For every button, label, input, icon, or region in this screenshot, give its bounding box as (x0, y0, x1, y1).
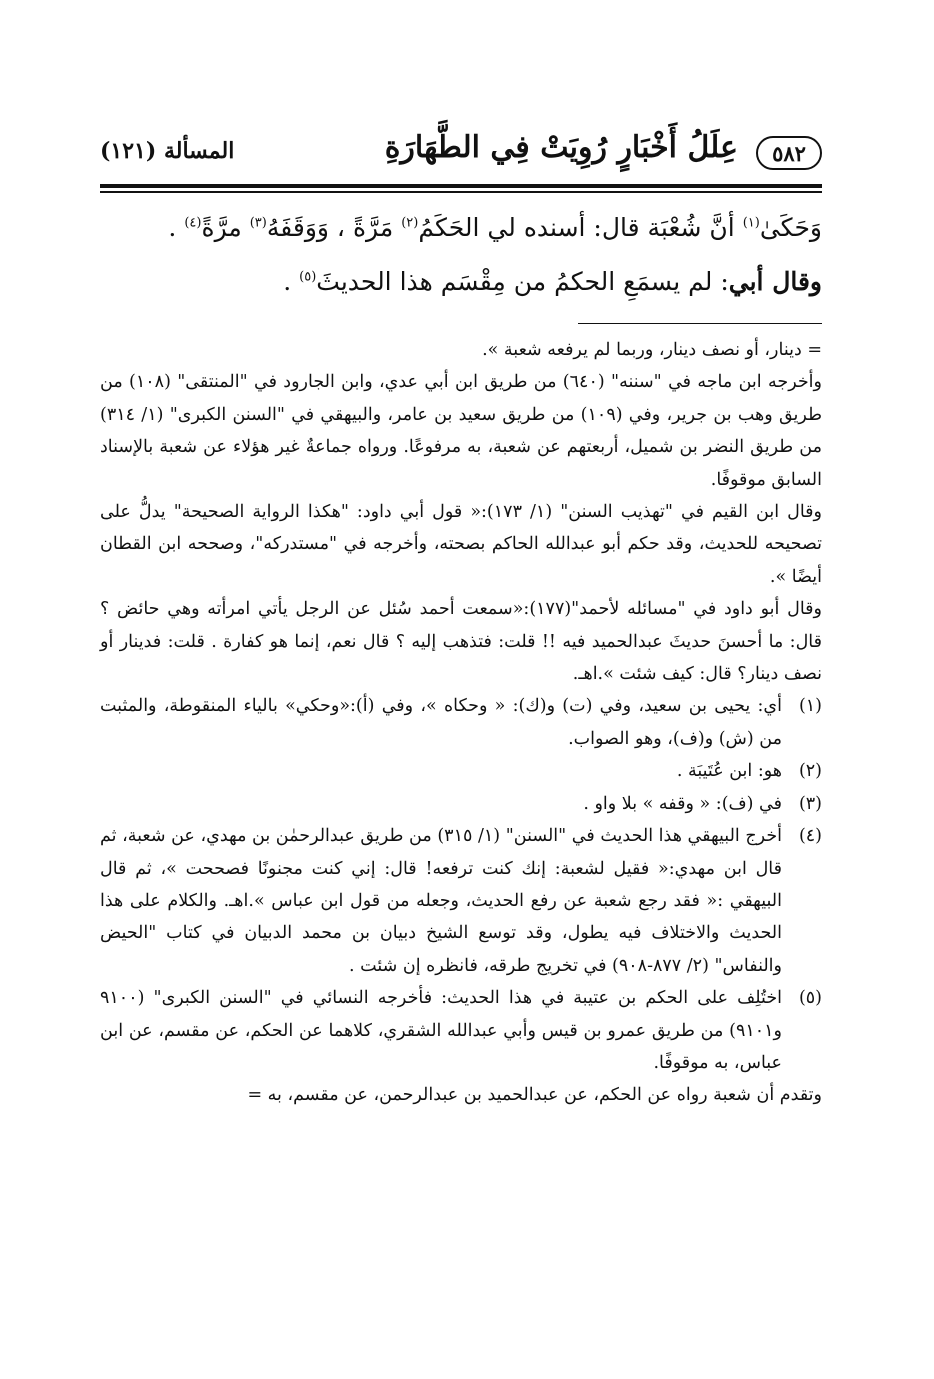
footnote-tail: وتقدم أن شعبة رواه عن الحكم، عن عبدالحميد بن عبدالرحمن، عن مقسم، به = (247, 1085, 822, 1106)
main-text-segment: أنَّ شُعْبَة قال: أسنده لي الحَكَمُ (418, 212, 743, 242)
footnote-1 (100, 690, 822, 755)
footnote-paragraph: وقال أبو داود في "مسائله لأحمد"(١٧٧):«سمعت أحمد سُئل عن الرجل يأتي امرأته وهي حائض ؟ قال: ما أحسنَ حديثَ عبدالحميد فيه !! قلت: فتذهب إليه ؟ قال نعم، إنما هو كفارة . قلت: فدينار أو نصف دينار؟ قال: كيف شئت ».اهـ. (100, 599, 822, 685)
page-header (100, 128, 822, 184)
speaker-lead: وقال أبي (728, 266, 822, 296)
footnote-marker: (٢) (401, 215, 419, 231)
footnote-marker: (٥) (299, 269, 317, 285)
book-page (100, 128, 822, 1112)
page-number: ٥٨٢ (756, 136, 822, 170)
footnote-number: (١) (798, 696, 822, 717)
main-line-2 (100, 255, 822, 309)
footnote-number: (٥) (798, 988, 822, 1009)
footnote-continuation: = دينار، أو نصف دينار، وربما لم يرفعه شعبة ». (482, 340, 822, 360)
footnote-number: (٤) (798, 826, 822, 847)
footnote-3 (100, 788, 822, 820)
header-rule-thin (100, 191, 822, 193)
footnote-4 (100, 820, 822, 982)
main-text-segment: وَحَكَىٰ (759, 212, 822, 242)
header-rule-thick (100, 184, 822, 188)
footnote-marker: (٣) (249, 215, 267, 231)
footnote-text: أي: يحيى بن سعيد، وفي (ت) و(ك): « وحكاه »، وفي (أ):«وحكي» بالياء المنقوطة، والمثبت من (ش) و(ف)، وهو الصواب. (100, 696, 782, 749)
footnotes (100, 334, 822, 1112)
footnote-text: في (ف): « وقفه » بلا واو . (583, 793, 782, 814)
issue-label: المسألة (١٢١) (100, 138, 235, 164)
footnote-marker: (١) (742, 215, 760, 231)
book-title: عِلَلُ أَخْبَارٍ رُوِيَتْ فِي الطَّهَارَةِ (384, 130, 738, 165)
main-text (100, 201, 822, 309)
main-text-segment: مَرَّةً ، وَوَقَفَهُ (266, 212, 402, 242)
main-text-segment: : لم يسمَعِ الحكمُ من مِقْسَم هذا الحديثَ (316, 266, 729, 296)
main-text-segment: . (283, 266, 300, 296)
footnote-separator (578, 323, 822, 325)
main-text-segment: . (168, 212, 185, 242)
footnote-text: هو: ابن عُتَيبَة . (676, 761, 782, 782)
footnote-paragraph: وقال ابن القيم في "تهذيب السنن" (١/ ١٧٣):« قول أبي داود: "هكذا الرواية الصحيحة" يدلُّ على تصحيحه للحديث، وقد حكم أبو عبدالله الحاكم بصحته، وأخرجه في "مستدركه"، وصححه ابن القطان أيضًا ». (100, 502, 822, 587)
footnote-paragraph: وأخرجه ابن ماجه في "سننه" (٦٤٠) من طريق ابن أبي عدي، وابن الجارود في "المنتقى" (١٠٨) من طريق وهب بن جرير، وفي (١٠٩) من طريق سعيد بن عامر، والبيهقي في "السنن الكبرى" (١/ ٣١٤) من طريق النضر بن شميل، أربعتهم عن شعبة، به مرفوعًا. ورواه جماعةٌ غير هؤلاء عن شعبة بالإسناد السابق موقوفًا. (100, 372, 823, 490)
footnote-number: (٣) (798, 793, 822, 814)
main-text-segment: مرَّةً (201, 212, 250, 242)
footnote-text: أخرج البيهقي هذا الحديث في "السنن" (١/ ٣١٥) من طريق عبدالرحمٰن بن مهدي، عن شعبة، ثم قال ابن مهدي:« فقيل لشعبة: إنك كنت ترفعه! قال: إني كنت مجنونًا فصححت »، ثم قال البيهقي :« فقد رجع شعبة عن رفع الحديث، وجعله من قول ابن عباس ».اهـ. والكلام على هذا الحديث والاختلاف فيه يطول، وقد توسع الشيخ دبيان بن محمد الدبيان في كتاب "الحيض والنفاس" (٢/ ٨٧٧-٩٠٨) في تخريج طرقه، فانظره إن شئت . (100, 826, 783, 976)
footnote-2 (100, 755, 822, 787)
footnote-text: اختُلِف على الحكم بن عتيبة في هذا الحديث: فأخرجه النسائي في "السنن الكبرى" (٩١٠٠ و٩١٠١) من طريق عمرو بن قيس وأبي عبدالله الشقري، كلاهما عن الحكم، عن مقسم، عن ابن عباس، به موقوفًا. (100, 988, 782, 1073)
footnote-5 (100, 982, 822, 1079)
footnote-marker: (٤) (184, 215, 202, 231)
main-line-1 (100, 201, 822, 255)
footnote-number: (٢) (798, 761, 822, 782)
